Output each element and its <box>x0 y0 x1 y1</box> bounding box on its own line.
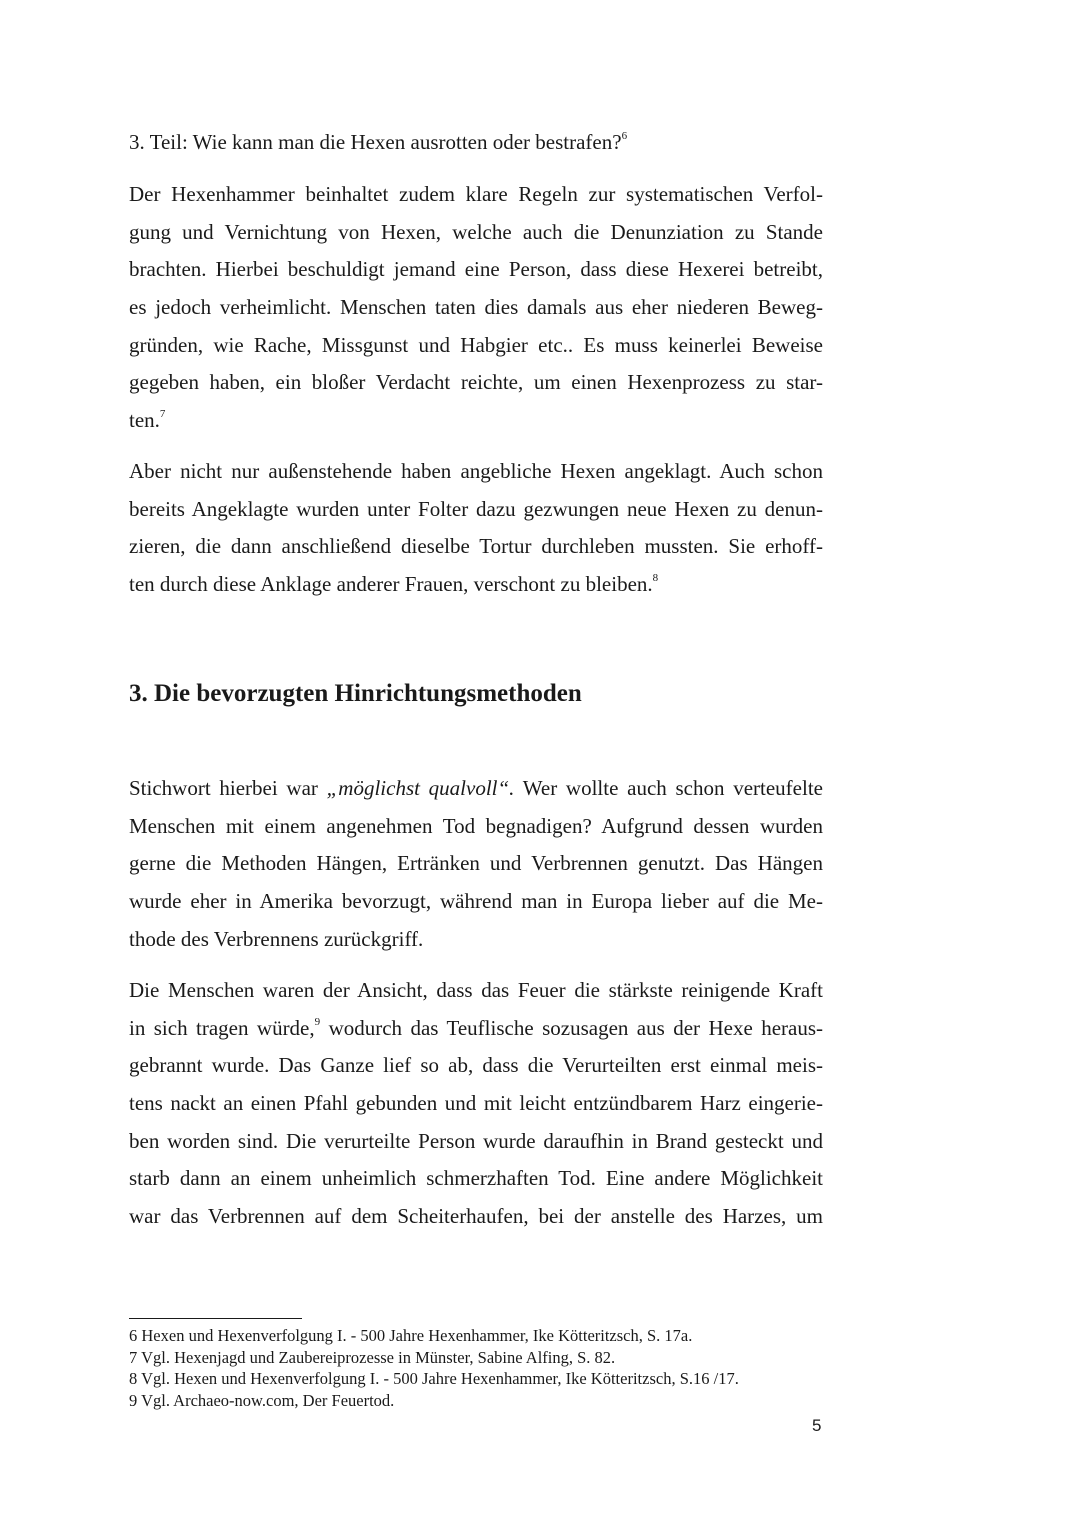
paragraph-line: bereits Angeklagte wurden unter Folter dazu gezwungen neue Hexen zu denun- <box>129 496 823 521</box>
paragraph-line-last: thode des Verbrennens zurückgriff. <box>129 926 424 951</box>
footnote-9: 9 Vgl. Archaeo-now.com, Der Feuertod. <box>129 1390 395 1410</box>
footnote-7: 7 Vgl. Hexenjagd und Zaubereiprozesse in Münster, Sabine Alfing, S. 82. <box>129 1347 616 1367</box>
paragraph-line: Stichwort hierbei war „möglichst qualvoll“. Wer wollte auch schon verteufelte <box>129 776 823 800</box>
paragraph-line: gerne die Methoden Hängen, Ertränken und Verbrennen genutzt. Das Hängen <box>129 851 823 876</box>
footnote-6: 6 Hexen und Hexenverfolgung I. - 500 Jahre Hexenhammer, Ike Kötteritzsch, S. 17a. <box>129 1326 693 1345</box>
footnote-ref-8[interactable]: 8 <box>652 572 659 585</box>
paragraph-line: gung und Vernichtung von Hexen, welche auch die Denunziation zu Stande <box>129 219 823 244</box>
paragraph-line: gebrannt wurde. Das Ganze lief so ab, dass die Verurteilten erst einmal meis- <box>129 1053 823 1078</box>
part3-title-block <box>129 124 823 162</box>
part3-title: 3. Teil: Wie kann man die Hexen ausrotten oder bestrafen?$^6$ <box>129 130 628 154</box>
paragraph-line: gegeben haben, ein bloßer Verdacht reichte, um einen Hexenprozess zu star- <box>129 370 823 395</box>
footnote-ref-7[interactable]: 7 <box>159 408 166 421</box>
paragraph-line: Die Menschen waren der Ansicht, dass das Feuer die stärkste reinigende Kraft <box>129 978 823 1002</box>
paragraph-line: wurde eher in Amerika bevorzugt, während man in Europa lieber auf die Me- <box>129 889 823 914</box>
paragraph-line: starb dann an einem unheimlich schmerzhaften Tod. Eine andere Möglichkeit <box>129 1166 823 1191</box>
paragraph-line: Aber nicht nur außenstehende haben angebliche Hexen angeklagt. Auch schon <box>129 459 823 483</box>
paragraph-line: Der Hexenhammer beinhaltet zudem klare Regeln zur systematischen Verfol- <box>129 182 823 206</box>
paragraph-line: Menschen mit einem angenehmen Tod begnadigen? Aufgrund dessen wurden <box>129 813 823 838</box>
paragraph-4 <box>129 972 823 1236</box>
paragraph-line-last: ten.$^7$ <box>129 408 166 433</box>
paragraph-3 <box>129 770 823 958</box>
section-heading: 3. Die bevorzugten Hinrichtungsmethoden <box>129 680 582 707</box>
paragraph-line-last: ten durch diese Anklage anderer Frauen, verschont zu bleiben.$^8$ <box>129 572 659 597</box>
footnote-ref-9[interactable]: 9 <box>314 1015 321 1028</box>
paragraph-line: gründen, wie Rache, Missgunst und Habgier etc.. Es muss keinerlei Beweise <box>129 332 823 357</box>
emphasis-quote: „möglichst qualvoll“. <box>326 776 515 800</box>
paragraph-line: ben worden sind. Die verurteilte Person wurde daraufhin in Brand gesteckt und <box>129 1128 823 1153</box>
page-number: 5 <box>812 1416 822 1435</box>
paragraph-line: es jedoch verheimlicht. Menschen taten dies damals aus eher niederen Beweg- <box>129 295 823 320</box>
paragraph-1 <box>129 176 823 440</box>
footnote-ref-6[interactable]: 6 <box>621 130 628 142</box>
footnote-8: 8 Vgl. Hexen und Hexenverfolgung I. - 500 Jahre Hexenhammer, Ike Kötteritzsch, S.16 /17. <box>129 1369 739 1389</box>
footnotes <box>129 1325 829 1411</box>
paragraph-line: war das Verbrennen auf dem Scheiterhaufen, bei der anstelle des Harzes, um <box>129 1204 823 1229</box>
paragraph-line: tens nackt an einen Pfahl gebunden und mit leicht entzündbarem Harz eingerie- <box>129 1091 823 1116</box>
paragraph-line: brachten. Hierbei beschuldigt jemand eine Person, dass diese Hexerei betreibt, <box>129 257 823 282</box>
paragraph-line: zieren, die dann anschließend dieselbe Tortur durchleben mussten. Sie erhoff- <box>129 534 823 559</box>
footnote-separator <box>129 1318 302 1319</box>
paragraph-2 <box>129 453 823 604</box>
paragraph-line: in sich tragen würde,$^9$ wodurch das Teuflische sozusagen aus der Hexe heraus- <box>129 1015 823 1040</box>
